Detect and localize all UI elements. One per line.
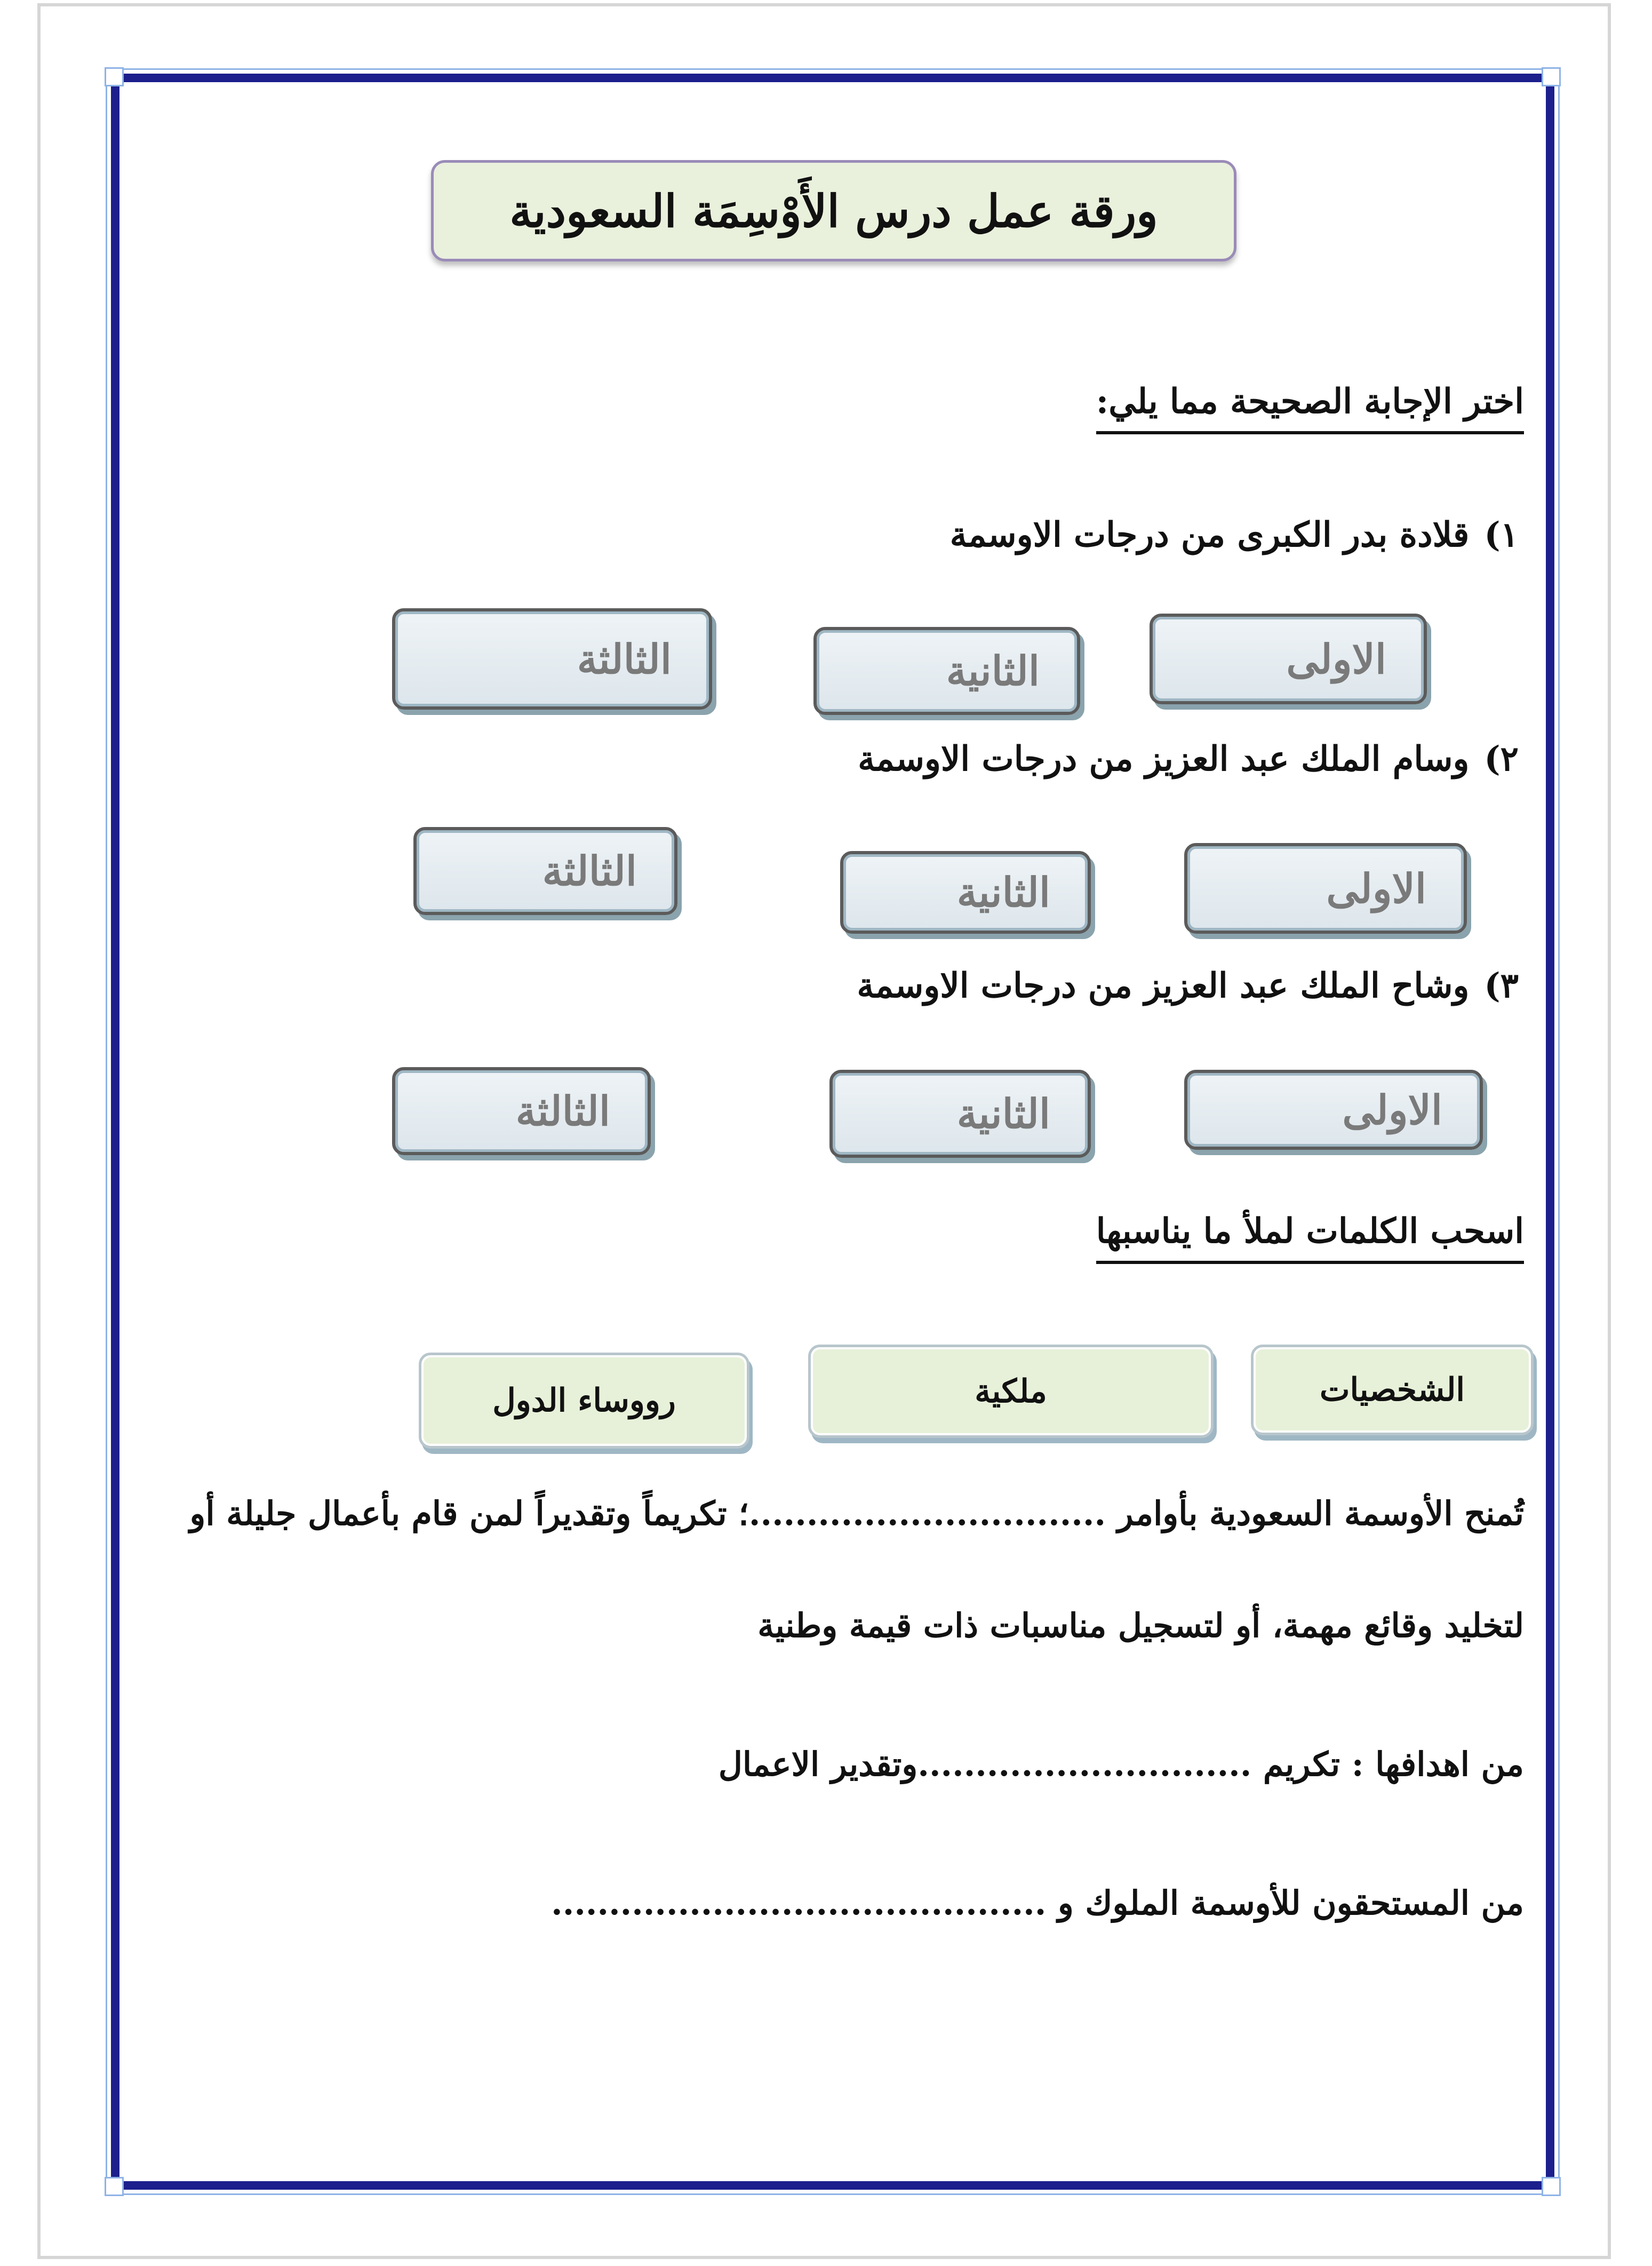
- worksheet-title: ورقة عمل درس الأَوْسِمَة السعودية: [431, 160, 1236, 261]
- fill-paragraph-2: لتخليد وقائع مهمة، أو لتسجيل مناسبات ذات قيمة وطنية: [757, 1606, 1524, 1645]
- corner-mark: [105, 2177, 124, 2196]
- question-text: قلادة بدر الكبرى من درجات الاوسمة: [949, 515, 1470, 555]
- corner-mark: [105, 67, 124, 86]
- corner-mark: [1542, 67, 1561, 86]
- fill-paragraph-3: من اهدافها : تكريم .............................وتقدير الاعمال: [718, 1745, 1524, 1784]
- section-heading-drag: اسحب الكلمات لملأ ما يناسبها: [1096, 1211, 1524, 1264]
- word-chip-royal[interactable]: ملكية: [808, 1345, 1214, 1438]
- q3-option-first[interactable]: الاولى: [1184, 1070, 1483, 1150]
- word-chip-personalities[interactable]: الشخصيات: [1251, 1345, 1534, 1435]
- q1-option-third[interactable]: الثالثة: [392, 608, 712, 710]
- corner-mark: [1542, 2177, 1561, 2196]
- q3-option-third[interactable]: الثالثة: [392, 1067, 651, 1155]
- question-3: [857, 966, 1519, 1006]
- q2-option-second[interactable]: الثانية: [840, 851, 1091, 934]
- question-number: ١): [1484, 515, 1519, 555]
- q1-option-second[interactable]: الثانية: [813, 627, 1080, 715]
- question-2: [858, 739, 1519, 779]
- q2-option-first[interactable]: الاولى: [1184, 843, 1467, 934]
- word-chip-heads-of-state[interactable]: رووساء الدول: [419, 1353, 749, 1449]
- q1-option-first[interactable]: الاولى: [1150, 614, 1427, 704]
- question-text: وسام الملك عبد العزيز من درجات الاوسمة: [858, 739, 1470, 779]
- question-number: ٣): [1484, 966, 1519, 1006]
- question-text: وشاح الملك عبد العزيز من درجات الاوسمة: [857, 966, 1470, 1006]
- fill-paragraph-1: تُمنح الأوسمة السعودية بأوامر ...............................؛ تكريماً وتقديراً لمن قام بأعمال جليلة أو: [189, 1494, 1524, 1533]
- question-number: ٢): [1484, 739, 1519, 779]
- q3-option-second[interactable]: الثانية: [829, 1070, 1091, 1158]
- fill-paragraph-4: من المستحقون للأوسمة الملوك و ...........................................: [551, 1883, 1524, 1922]
- section-heading-choose: اختر الإجابة الصحيحة مما يلي:: [1096, 381, 1524, 434]
- q2-option-third[interactable]: الثالثة: [413, 827, 677, 915]
- question-1: [950, 515, 1519, 555]
